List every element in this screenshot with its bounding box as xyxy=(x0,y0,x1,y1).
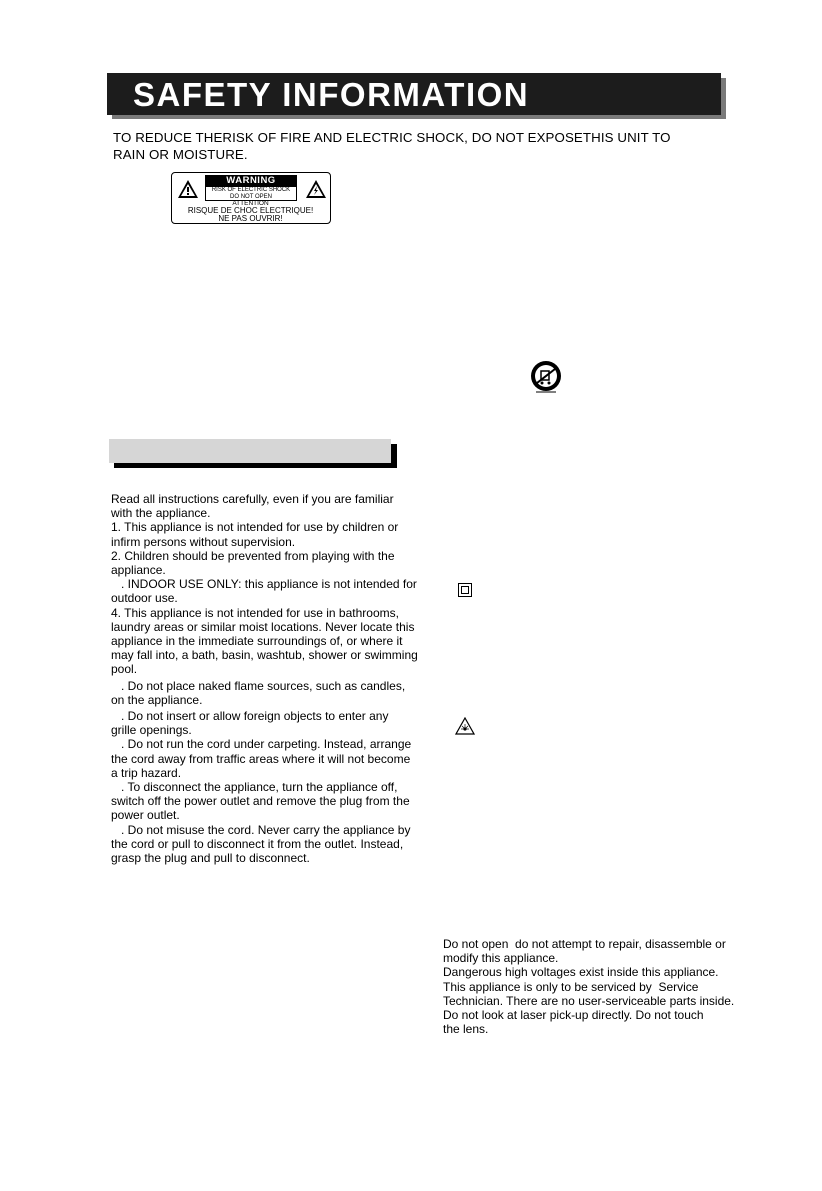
instruction-line: with the appliance. xyxy=(111,506,211,521)
instruction-line: pool. xyxy=(111,662,138,677)
no-cart-tip-over-icon xyxy=(528,359,564,395)
instruction-line: a trip hazard. xyxy=(111,765,182,780)
service-line: Do not look at laser pick-up directly. Do not touch xyxy=(443,1008,704,1023)
instruction-line: power outlet. xyxy=(111,808,180,823)
instruction-line: may fall into, a bath, basin, washtub, shower or swimming xyxy=(111,648,418,663)
instruction-line: . Do not insert or allow foreign objects to enter any xyxy=(111,709,389,724)
instruction-line: . Do not place naked flame sources, such as candles, xyxy=(111,678,406,693)
warning-label xyxy=(171,172,331,224)
warning-french-line: NE PAS OUVRIR! xyxy=(218,214,283,223)
laser-radiation-triangle-icon xyxy=(455,717,475,735)
instruction-line: switch off the power outlet and remove the plug from the xyxy=(111,794,410,809)
instruction-line: appliance in the immediate surroundings of, or where it xyxy=(111,634,403,649)
service-line: Do not open do not attempt to repair, disassemble or xyxy=(443,937,726,951)
instruction-line: 1. This appliance is not intended for use by children or xyxy=(111,520,399,535)
warning-box xyxy=(205,186,297,201)
double-square-icon xyxy=(458,583,472,597)
warning-attention: ATTENTION xyxy=(232,200,269,207)
instruction-line: appliance. xyxy=(111,563,166,578)
page-title: SAFETY INFORMATION xyxy=(133,76,530,113)
service-line: modify this appliance. xyxy=(443,951,559,966)
instruction-line: . Do not run the cord under carpeting. Instead, arrange xyxy=(111,737,412,752)
instruction-line: . INDOOR USE ONLY: this appliance is not intended for xyxy=(111,577,417,592)
service-notice xyxy=(443,937,743,1036)
instruction-line: outdoor use. xyxy=(111,591,178,606)
lightning-triangle-icon xyxy=(305,179,327,199)
service-line: Dangerous high voltages exist inside this appliance. xyxy=(443,965,719,980)
instruction-line: 4. This appliance is not intended for use in bathrooms, xyxy=(111,605,399,620)
instruction-line: infirm persons without supervision. xyxy=(111,534,296,549)
service-line: This appliance is only to be serviced by Service xyxy=(443,979,699,994)
instruction-line: the cord away from traffic areas where it will not become xyxy=(111,751,411,766)
instruction-line: Read all instructions carefully, even if you are familiar xyxy=(111,492,394,506)
instructions-list xyxy=(111,492,421,865)
warning-line: RISK OF ELECTRIC SHOCK xyxy=(211,187,291,193)
warning-line: DO NOT OPEN xyxy=(230,193,272,200)
risk-notice-line: RAIN OR MOISTURE. xyxy=(113,147,248,162)
warning-heading: WARNING xyxy=(205,175,297,186)
instruction-line: . To disconnect the appliance, turn the appliance off, xyxy=(111,780,398,795)
instruction-line: laundry areas or similar moist locations. Never locate this xyxy=(111,619,415,634)
service-line: Technician. There are no user-serviceable parts inside. xyxy=(443,993,735,1008)
instruction-line: the cord or pull to disconnect it from the outlet. Instead, xyxy=(111,836,404,851)
instruction-line: on the appliance. xyxy=(111,692,203,707)
risk-notice xyxy=(113,129,723,163)
section-header-bar xyxy=(109,439,391,463)
instruction-line: grasp the plug and pull to disconnect. xyxy=(111,851,310,866)
service-line: the lens. xyxy=(443,1022,489,1037)
instruction-line: 2. Children should be prevented from playing with the xyxy=(111,548,395,563)
instruction-line: . Do not misuse the cord. Never carry the appliance by xyxy=(111,822,411,837)
risk-notice-line: TO REDUCE THERISK OF FIRE AND ELECTRIC SHOCK, DO NOT EXPOSETHIS UNIT TO xyxy=(113,130,671,145)
instruction-line: grille openings. xyxy=(111,723,192,738)
warning-french-line: RISQUE DE CHOC ELECTRIQUE! xyxy=(187,206,314,215)
exclamation-triangle-icon xyxy=(177,179,199,199)
